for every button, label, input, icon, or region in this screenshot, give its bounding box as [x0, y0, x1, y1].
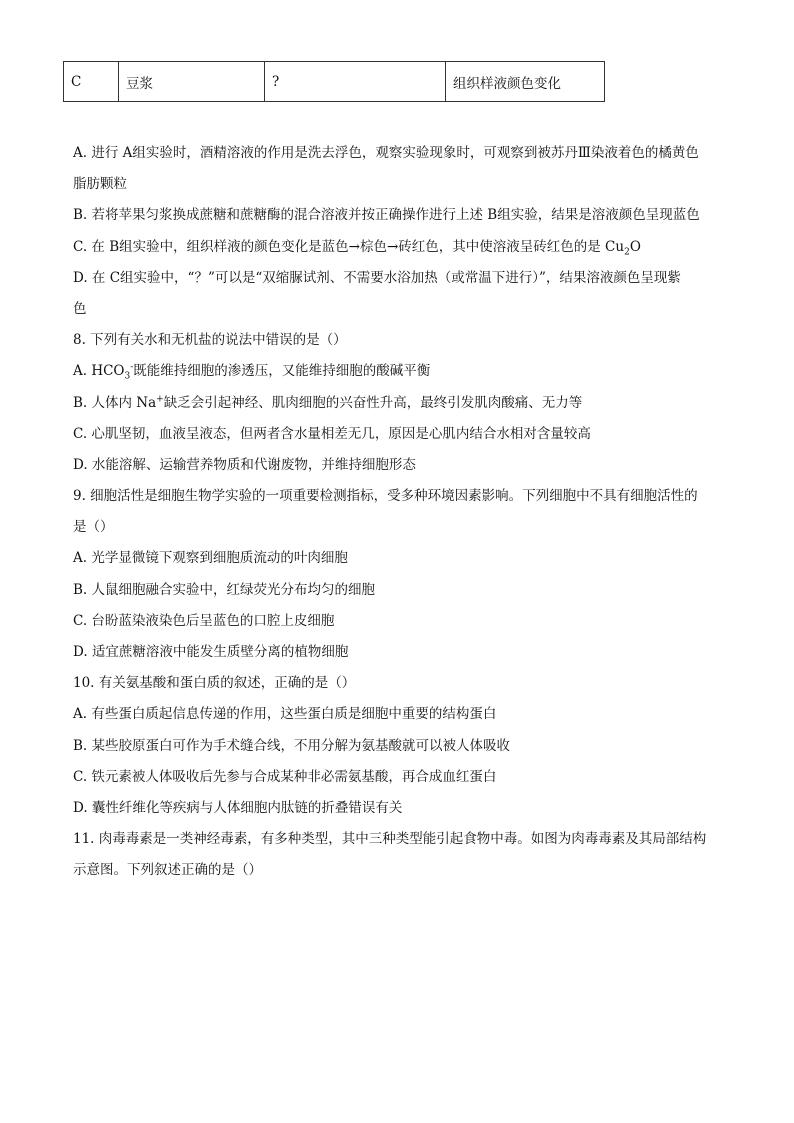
q10-option-a: A. 有些蛋白质起信息传递的作用，这些蛋白质是细胞中重要的结构蛋白 [73, 706, 497, 723]
table-cell-group: C [64, 62, 119, 102]
q9-stem-cont: 是（） [73, 519, 114, 536]
q7-option-d-cont: 色 [73, 300, 87, 317]
q7-option-a: A. 进行 A组实验时，酒精溶液的作用是洗去浮色，观察实验现象时，可观察到被苏丹Ⅲ染液着色的橘黄色 [73, 145, 699, 161]
q11-stem: 11. 肉毒毒素是一类神经毒素，有多种类型，其中三种类型能引起食物中毒。如图为肉毒毒素及其局部结构 [73, 831, 707, 848]
table-cell-observation: 组织样液颜色变化 [446, 62, 605, 102]
q9-option-d: D. 适宜蔗糖溶液中能发生质壁分离的植物细胞 [73, 644, 349, 660]
table-cell-reagent: ? [265, 62, 446, 102]
experiment-table [63, 61, 605, 102]
table-row [64, 62, 605, 102]
q10-option-d: D. 囊性纤维化等疾病与人体细胞内肽链的折叠错误有关 [73, 799, 403, 816]
q7-option-b: B. 若将苹果匀浆换成蔗糖和蔗糖酶的混合溶液并按正确操作进行上述 B组实验，结果是溶液颜色呈现蓝色 [73, 207, 700, 224]
q8-option-a [73, 356, 723, 387]
q8-option-b [73, 388, 723, 419]
q9-option-b: B. 人鼠细胞融合实验中，红绿荧光分布均匀的细胞 [73, 581, 376, 598]
q8-option-d: D. 水能溶解、运输营养物质和代谢废物，并维持细胞形态 [73, 456, 416, 473]
q8-option-a-pre: A. HCO [73, 363, 125, 380]
table-cell-material: 豆浆 [119, 62, 265, 102]
q7-option-c [73, 232, 723, 263]
q10-option-c: C. 铁元素被人体吸收后先参与合成某种非必需氨基酸，再合成血红蛋白 [73, 768, 497, 785]
q11-stem-cont: 示意图。下列叙述正确的是（） [73, 862, 262, 879]
q8-option-b-pre: B. 人体内 Na [73, 394, 157, 411]
q8-option-a-post: 既能维持细胞的渗透压，又能维持细胞的酸碱平衡 [133, 363, 431, 380]
q8-option-a-subscript: 3 [124, 372, 131, 382]
q7-option-c-subscript: 2 [624, 247, 630, 258]
q7-option-c-text: C. 在 B组实验中，组织样液的颜色变化是蓝色→棕色→砖红色，其中使溶液呈砖红色的是 Cu [73, 238, 625, 255]
q8-option-b-post: 缺乏会引起神经、肌肉细胞的兴奋性升高，最终引发肌肉酸痛、无力等 [163, 394, 583, 411]
q7-option-c-tail: O [629, 238, 641, 255]
q8-stem: 8. 下列有关水和无机盐的说法中错误的是（） [73, 332, 347, 349]
q7-option-a-cont: 脂肪颗粒 [73, 176, 127, 193]
q9-stem: 9. 细胞活性是细胞生物学实验的一项重要检测指标，受多种环境因素影响。下列细胞中不具有细胞活性的 [73, 488, 698, 505]
q8-option-c: C. 心肌坚韧，血液呈液态，但两者含水量相差无几，原因是心肌内结合水相对含量较高 [73, 425, 591, 442]
q9-option-a: A. 光学显微镜下观察到细胞质流动的叶肉细胞 [73, 550, 348, 567]
q7-option-d: D. 在 C组实验中，“？”可以是“双缩脲试剂、不需要水浴加热（或常温下进行）”，结果溶液颜色呈现紫 [73, 269, 681, 286]
q8-option-a-superscript: - [130, 362, 134, 373]
q10-option-b: B. 某些胶原蛋白可作为手术缝合线，不用分解为氨基酸就可以被人体吸收 [73, 737, 511, 754]
q9-option-c: C. 台盼蓝染液染色后呈蓝色的口腔上皮细胞 [73, 612, 335, 629]
question-content [73, 138, 723, 887]
q8-option-b-superscript: + [156, 394, 164, 404]
q10-stem: 10. 有关氨基酸和蛋白质的叙述，正确的是（） [73, 675, 356, 692]
